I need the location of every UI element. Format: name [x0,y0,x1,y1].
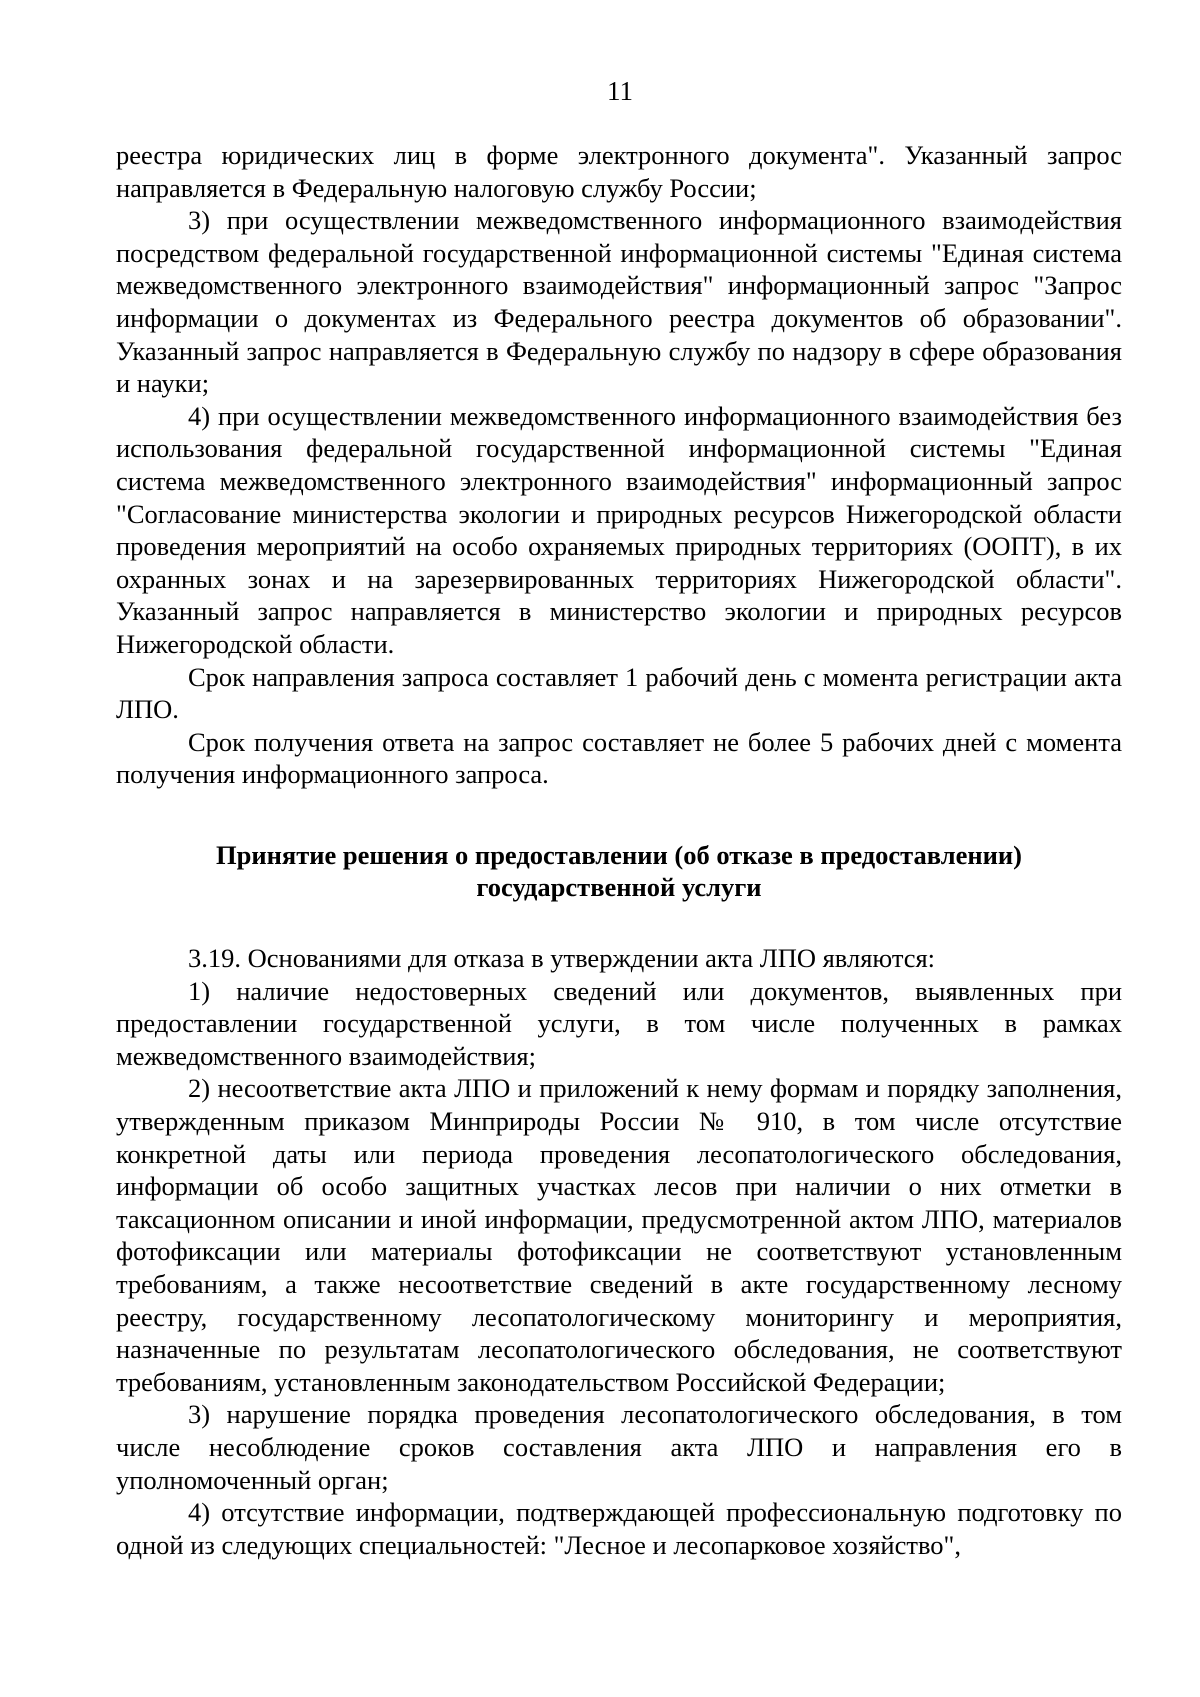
section-heading-line-1: Принятие решения о предоставлении (об отказе в предоставлении) [216,839,1022,870]
paragraph-request-term: Срок направления запроса составляет 1 рабочий день с момента регистрации акта ЛПО. [116,661,1122,725]
section-heading-line-2: государственной услуги [476,872,762,903]
spacer [116,791,1122,839]
section-heading [116,839,1122,904]
paragraph-reason-2: 2) несоответствие акта ЛПО и приложений к нему формам и порядку заполнения, утвержденным приказом Минприроды России № 910, в том числе отсутствие конкретной даты или периода проведения лесопатологического обследования, информации об особо защитных участках лесов при наличии о них отметки в таксационном описании и иной информации, предусмотренной актом ЛПО, материалов фотофиксации или материалы фотофиксации не соответствуют установленным требованиям, а также несоответствие сведений в акте государственному лесному реестру, государственному лесопатологическому мониторингу и мероприятия, назначенные по результатам лесопатологического обследования, не соответствуют требованиям, установленным законодательством Российской Федерации; [116,1073,1122,1397]
paragraph-item-3: 3) при осуществлении межведомственного информационного взаимодействия посредством федеральной государственной информационной системы "Единая система межведомственного электронного взаимодействия" информационный запрос "Запрос информации о документах из Федерального реестра документов об образовании". Указанный запрос направляется в Федеральную службу по надзору в сфере образования и науки; [116,205,1122,399]
paragraph-reason-3: 3) нарушение порядка проведения лесопатологического обследования, в том числе несоблюдение сроков составления акта ЛПО и направления его в уполномоченный орган; [116,1399,1122,1495]
paragraph-3-19: 3.19. Основаниями для отказа в утверждении акта ЛПО являются: [188,943,936,974]
paragraph-reason-4: 4) отсутствие информации, подтверждающей профессиональную подготовку по одной из следующих специальностей: "Лесное и лесопарковое хозяйство", [116,1497,1122,1560]
spacer [116,904,1122,942]
document-body [116,139,1122,1561]
paragraph-response-term: Срок получения ответа на запрос составляет не более 5 рабочих дней с момента получения информационного запроса. [116,726,1122,790]
paragraph-continuation: реестра юридических лиц в форме электронного документа". Указанный запрос направляется в Федеральную налоговую службу России; [116,140,1122,203]
paragraph-reason-1: 1) наличие недостоверных сведений или документов, выявленных при предоставлении государственной услуги, в том числе полученных в рамках межведомственного взаимодействия; [116,975,1122,1071]
page-number: 11 [607,76,633,106]
paragraph-item-4: 4) при осуществлении межведомственного информационного взаимодействия без использования федеральной государственной информационной системы "Единая система межведомственного электронного взаимодействия" информационный запрос "Согласование министерства экологии и природных ресурсов Нижегородской области проведения мероприятий на особо охраняемых природных территориях (ООПТ), в их охранных зонах и на зарезервированных территориях Нижегородской области". Указанный запрос направляется в министерство экологии и природных ресурсов Нижегородской области. [116,400,1122,659]
